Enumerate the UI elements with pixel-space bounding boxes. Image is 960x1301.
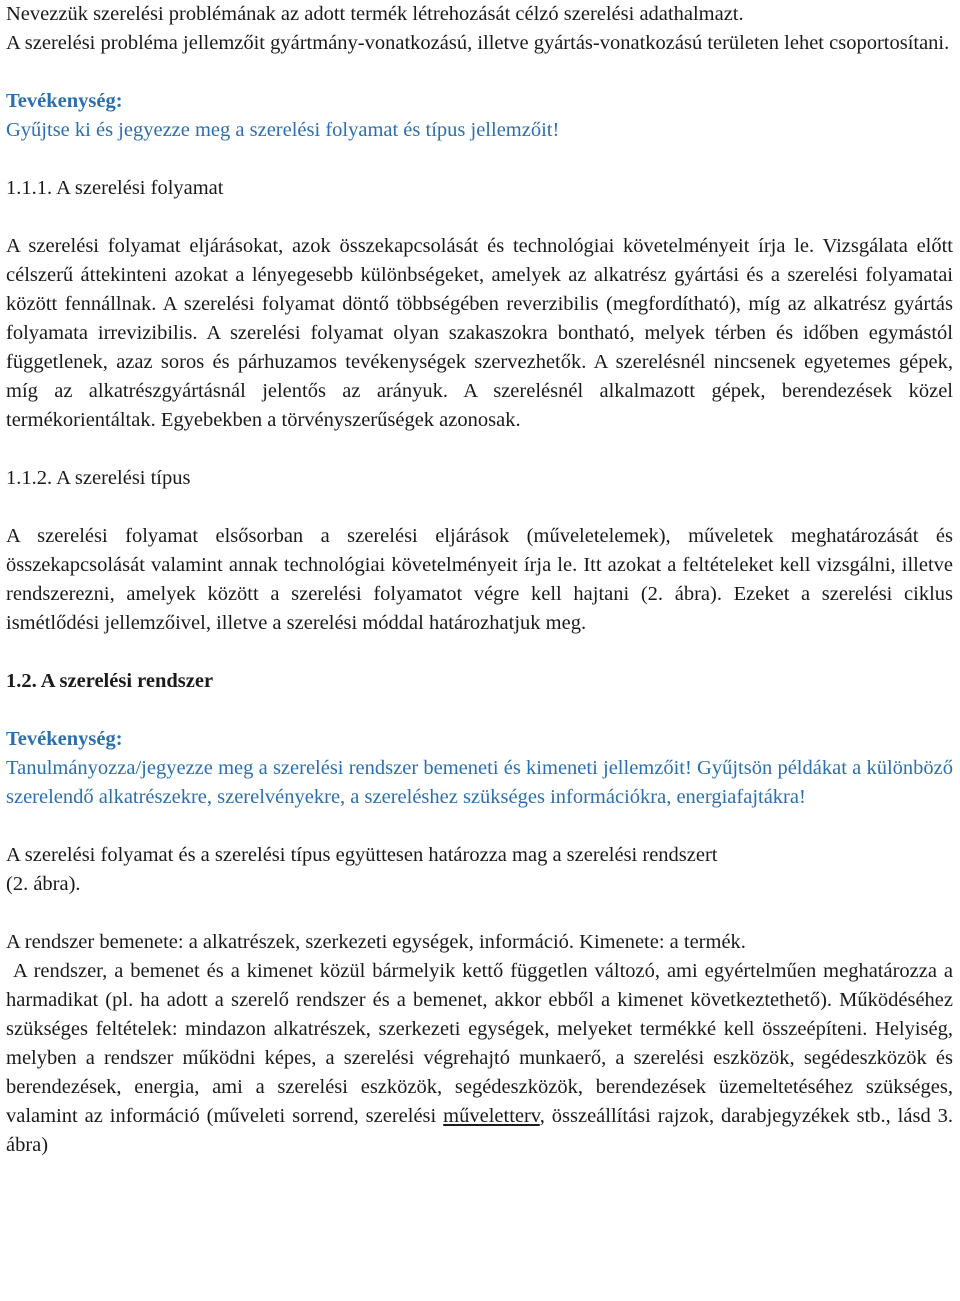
spacer: [6, 812, 953, 841]
spacer: [6, 493, 953, 522]
spacer: [6, 696, 953, 725]
sentence: A szerelési folyamat eljárásokat, azok összekapcsolását és technológiai követelményeit írja le.: [6, 235, 815, 257]
activity-heading: Tevékenység:: [6, 90, 123, 112]
sentence: A szerelési folyamat elsősorban a szerelési eljárások (műveletelemek), műveletek meghatározását és összekapcsolását valamint annak technológiai követelményeit írja le.: [6, 525, 953, 576]
sentence: A szerelési folyamat olyan szakaszokra bontható, melyek térben és időben egymástól függetlenek, azaz soros és párhuzamos tevékenységek szervezhetők.: [6, 322, 953, 373]
sentence: Egyebekben a törvényszerűségek azonosak.: [160, 409, 521, 431]
spacer: [6, 58, 953, 87]
sentence: Tanulmányozza/jegyezze meg a szerelési rendszer bemeneti és kimeneti jellemzőit!: [6, 757, 692, 779]
last-paragraph: [6, 957, 959, 1160]
intro-paragraph: [6, 29, 953, 58]
sentence: A szerelésnél nincsenek egyetemes gépek, míg az alkatrészgyártásnál jelentős az arányuk.: [6, 351, 953, 402]
section-heading-12: 1.2. A szerelési rendszer: [6, 670, 214, 692]
sentence: , összeállítási rajzok, darabjegyzékek stb., lásd 3. ábra): [6, 1105, 959, 1156]
spacer: [6, 435, 953, 464]
spacer: [6, 899, 953, 928]
activity-text-2: [6, 754, 953, 812]
activity-heading-2: Tevékenység:: [6, 728, 123, 750]
sentence: Helyiség, melyben a rendszer működni képes, a szerelési végrehajtó munkaerő, a szerelési eszközök, segédeszközök és berendezések, energia, ami a szerelési eszközök, segédeszközök, berendezések üzemeltetéséhez szükséges, valamint az információ (műveleti sorrend, szerelési: [6, 1018, 959, 1127]
intro-line-2: A szerelési probléma jellemzőit gyártmány-vonatkozású, illetve gyártás-vonatkozású területen lehet csoportosítani.: [6, 32, 950, 54]
spacer: [6, 203, 953, 232]
sentence: A rendszer bemenete: a alkatrészek, szerkezeti egységek, információ.: [6, 931, 575, 953]
system-paragraph-line-2: (2. ábra).: [6, 873, 81, 895]
section-heading-112: 1.1.2. A szerelési típus: [6, 467, 191, 489]
system-paragraph-line-1: A szerelési folyamat és a szerelési típus együttesen határozza mag a szerelési rendszert: [6, 844, 718, 866]
underlined-term: műveletterv: [443, 1105, 540, 1127]
section-heading-111: 1.1.1. A szerelési folyamat: [6, 177, 224, 199]
sentence: A szerelésnél alkalmazott gépek, berendezések közel termékorientáltak.: [6, 380, 954, 431]
intro-line-1: Nevezzük szerelési problémának az adott termék létrehozását célzó szerelési adathalmazt.: [6, 3, 744, 25]
spacer: [6, 638, 953, 667]
sentence: Vizsgálata előtt célszerű áttekinteni azokat a lényegesebb különbségeket, amelyek az alkatrész gyártási és a szerelési folyamatai között fennállnak.: [6, 235, 954, 315]
sentence: A szerelési folyamat döntő többségében reverzibilis (megfordítható), míg az alkatrész gyártás folyamata irrevizibilis.: [6, 293, 953, 344]
sentence: A rendszer, a bemenet és a kimenet közül bármelyik kettő független változó, ami egyértelműen meghatározza a harmadikat (pl. ha adott a szerelő rendszer és a bemenet, akkor ebből a kimenet következtethető).: [6, 960, 959, 1011]
section-111-paragraph: [6, 232, 953, 435]
sentence: Működéséhez szükséges feltételek: mindazon alkatrészek, szerkezeti egységek, melyeket termékké kell összeépíteni.: [6, 989, 959, 1040]
sentence: Gyűjtsön példákat a különböző szerelendő alkatrészekre, szerelvényekre, a szereléshez szükséges információkra, energiafajtákra!: [6, 757, 953, 808]
activity-text: Gyűjtse ki és jegyezze meg a szerelési folyamat és típus jellemzőit!: [6, 119, 560, 141]
io-paragraph: [6, 928, 953, 957]
section-112-paragraph: [6, 522, 953, 638]
sentence: Kimenete: a termék.: [579, 931, 746, 953]
spacer: [6, 145, 953, 174]
sentence: Itt azokat a feltételeket kell vizsgálni, illetve rendszerezni, amelyek között a szerelési folyamatot végre kell hajtani (2. ábra).: [6, 554, 954, 605]
sentence: Ezeket a szerelési ciklus ismétlődési jellemzőivel, illetve a szerelési móddal határozhatjuk meg.: [6, 583, 954, 634]
